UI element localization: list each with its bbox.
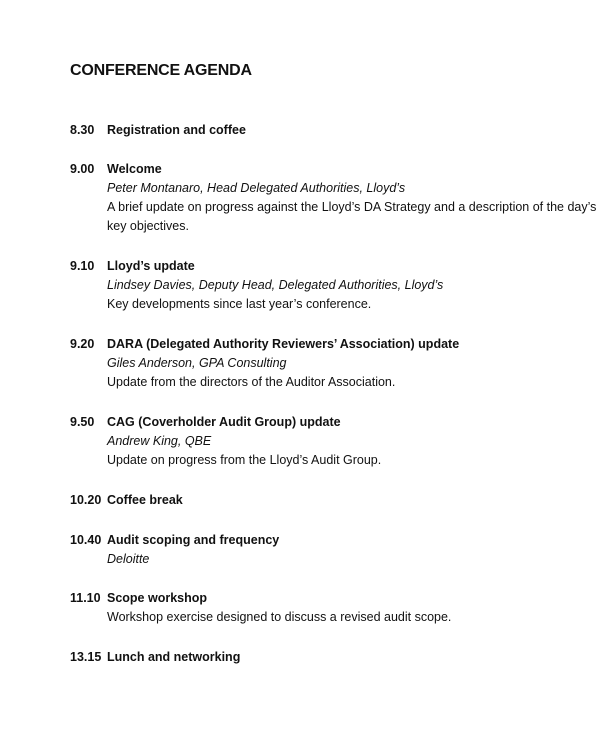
agenda-time: 9.20: [70, 337, 95, 351]
agenda-time: 11.10: [70, 591, 101, 605]
agenda-heading: DARA (Delegated Authority Reviewers’ Association) update: [107, 337, 460, 351]
agenda-heading: Coffee break: [107, 493, 183, 507]
agenda-heading: Lunch and networking: [107, 650, 241, 664]
agenda-heading: CAG (Coverholder Audit Group) update: [107, 415, 341, 429]
agenda-description: Update on progress from the Lloyd’s Audit Group.: [107, 453, 382, 467]
agenda-speaker: Giles Anderson, GPA Consulting: [107, 356, 287, 370]
agenda-description: key objectives.: [107, 219, 189, 233]
agenda-time: 9.10: [70, 259, 95, 273]
agenda-time: 9.00: [70, 162, 95, 176]
agenda-time: 13.15: [70, 650, 102, 664]
page-title: CONFERENCE AGENDA: [70, 62, 252, 79]
agenda-heading: Lloyd’s update: [107, 259, 195, 273]
agenda-heading: Scope workshop: [107, 591, 208, 605]
agenda-heading: Welcome: [107, 162, 162, 176]
agenda-time: 10.40: [70, 533, 102, 547]
agenda-speaker: Peter Montanaro, Head Delegated Authorities, Lloyd’s: [107, 181, 406, 195]
agenda-heading: Registration and coffee: [107, 123, 246, 137]
agenda-time: 10.20: [70, 493, 102, 507]
agenda-time: 8.30: [70, 123, 95, 137]
agenda-speaker: Deloitte: [107, 552, 150, 566]
agenda-speaker: Lindsey Davies, Deputy Head, Delegated Authorities, Lloyd’s: [107, 278, 444, 292]
agenda-description: Update from the directors of the Auditor Association.: [107, 375, 396, 389]
agenda-speaker: Andrew King, QBE: [107, 434, 212, 448]
agenda-heading: Audit scoping and frequency: [107, 533, 280, 547]
agenda-description: Key developments since last year’s conference.: [107, 297, 372, 311]
agenda-time: 9.50: [70, 415, 95, 429]
agenda-description: Workshop exercise designed to discuss a revised audit scope.: [107, 610, 452, 624]
agenda-description: A brief update on progress against the Lloyd’s DA Strategy and a description of the day’s: [107, 200, 597, 214]
